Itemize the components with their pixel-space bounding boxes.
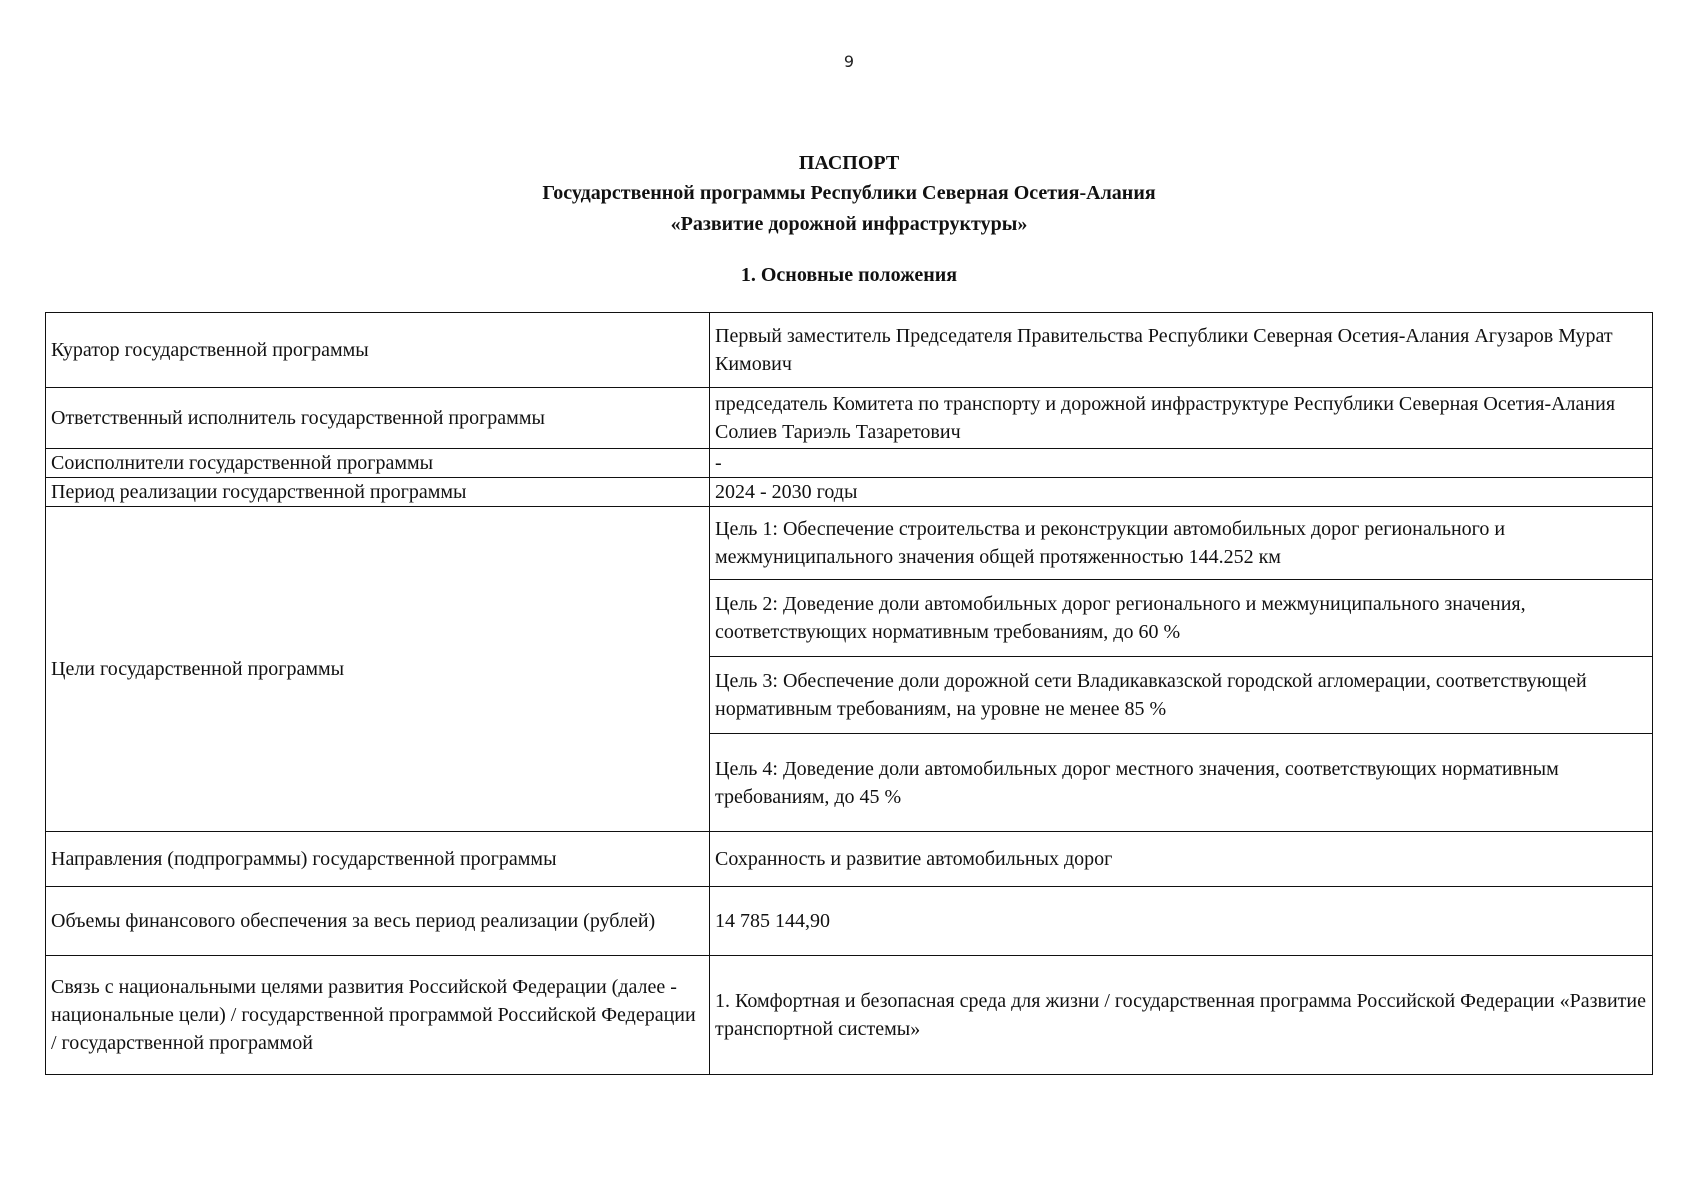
table-row-co-executors (46, 449, 1653, 478)
section-title: 1. Основные положения (740, 264, 958, 286)
co-executors-value: - (710, 449, 1653, 478)
table-row-directions (46, 832, 1653, 887)
co-executors-label: Соисполнители государственной программы (46, 449, 710, 478)
executor-value: председатель Комитета по транспорту и дорожной инфраструктуре Республики Северная Осетия-Алания Солиев Тариэль Тазаретович (710, 388, 1653, 449)
directions-label: Направления (подпрограммы) государственной программы (46, 832, 710, 887)
goals-label: Цели государственной программы (46, 507, 710, 832)
executor-label: Ответственный исполнитель государственной программы (46, 388, 710, 449)
finance-label: Объемы финансового обеспечения за весь период реализации (рублей) (46, 887, 710, 956)
table-row-national-goals (46, 956, 1653, 1075)
table-row-finance (46, 887, 1653, 956)
document-subtitle-line1: Государственной программы Республики Северная Осетия-Алания (542, 182, 1156, 204)
finance-value: 14 785 144,90 (710, 887, 1653, 956)
curator-value: Первый заместитель Председателя Правительства Республики Северная Осетия-Алания Агузаров Мурат Кимович (710, 313, 1653, 388)
national-goals-label: Связь с национальными целями развития Российской Федерации (далее - национальные цели) / государственной программой Российской Федерации / государственной программой (46, 956, 710, 1075)
table-row-curator (46, 313, 1653, 388)
document-title: ПАСПОРТ (798, 152, 900, 174)
national-goals-value: 1. Комфортная и безопасная среда для жизни / государственная программа Российской Федерации «Развитие транспортной системы» (710, 956, 1653, 1075)
table-row-goal-1 (46, 507, 1653, 580)
goal-4-value: Цель 4: Доведение доли автомобильных дорог местного значения, соответствующих нормативным требованиям, до 45 % (710, 734, 1653, 832)
period-value: 2024 - 2030 годы (710, 478, 1653, 507)
goal-1-value: Цель 1: Обеспечение строительства и реконструкции автомобильных дорог регионального и межмуниципального значения общей протяженностью 144.252 км (710, 507, 1653, 580)
table-row-period (46, 478, 1653, 507)
goal-3-value: Цель 3: Обеспечение доли дорожной сети Владикавказской городской агломерации, соответствующей нормативным требованиям, на уровне не менее 85 % (710, 657, 1653, 734)
document-subtitle-line2: «Развитие дорожной инфраструктуры» (670, 213, 1028, 235)
curator-label: Куратор государственной программы (46, 313, 710, 388)
directions-value: Сохранность и развитие автомобильных дорог (710, 832, 1653, 887)
period-label: Период реализации государственной программы (46, 478, 710, 507)
table-row-executor (46, 388, 1653, 449)
goal-2-value: Цель 2: Доведение доли автомобильных дорог регионального и межмуниципального значения, соответствующих нормативным требованиям, до 60 % (710, 580, 1653, 657)
passport-table (45, 312, 1653, 1075)
page-number: 9 (843, 52, 855, 71)
